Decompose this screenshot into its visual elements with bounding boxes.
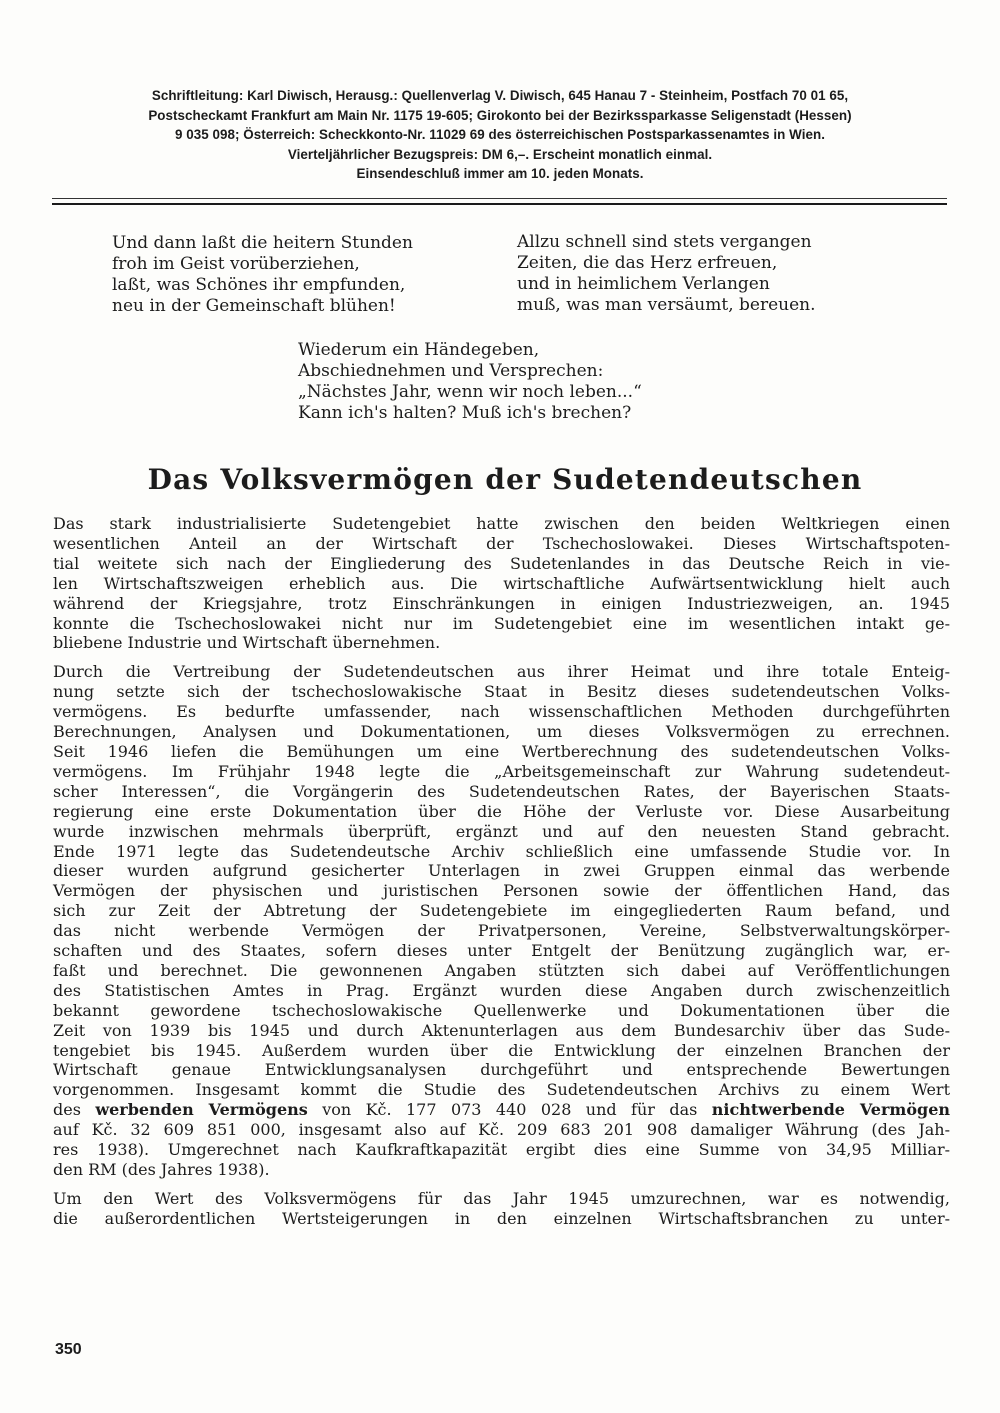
- text-line: Durch die Vertreibung der Sudetendeutschen aus ihrer Heimat und ihre totale Enteig-: [53, 662, 950, 682]
- paragraph-3: [53, 1189, 950, 1229]
- text-line: vermögens. Es bedurfte umfassender, nach wissenschaftlichen Methoden durchgeführten: [53, 702, 950, 722]
- text-line: vermögens. Im Frühjahr 1948 legte die „Arbeitsgemeinschaft zur Wahrung sudetendeut-: [53, 761, 950, 781]
- text-line: Zeit von 1939 bis 1945 und durch Aktenunterlagen aus dem Bundesarchiv über das Sude-: [53, 1020, 950, 1040]
- text-line: wesentlichen Anteil an der Wirtschaft der Tschechoslowakei. Dieses Wirtschaftspoten-: [53, 533, 950, 553]
- text-run: des: [53, 1100, 96, 1120]
- article-title: Das Volksvermögen der Sudetendeutschen: [147, 463, 863, 496]
- text-line: Um den Wert des Volksvermögens für das Jahr 1945 umzurechnen, war es notwendig,: [53, 1188, 950, 1208]
- page-number: 350: [55, 1341, 82, 1358]
- text-line: während der Kriegsjahre, trotz Einschränkungen in einigen Industriezweigen, an. 1945: [53, 593, 950, 613]
- poem-line: Zeiten, die das Herz erfreuen,: [517, 253, 778, 273]
- bold-term-werbendes-vermoegen: werbenden Vermögens: [95, 1100, 308, 1120]
- text-line: regierung eine erste Dokumentation über die Höhe der Verluste vor. Diese Ausarbeitung: [53, 801, 950, 821]
- text-line: tial weitete sich nach der Eingliederung des Sudetenlandes in das Deutsche Reich in vie-: [53, 553, 950, 573]
- paragraph-2: [53, 662, 950, 1180]
- masthead-line: Postscheckamt Frankfurt am Main Nr. 1175 19-605; Girokonto bei der Bezirkssparkasse Seligenstadt (Hessen): [148, 107, 852, 123]
- poem-line: Und dann laßt die heitern Stunden: [112, 233, 413, 253]
- poem-line: Wiederum ein Händegeben,: [298, 340, 540, 360]
- text-line: nung setzte sich der tschechoslowakische Staat in Besitz dieses sudetendeutschen Volks-: [53, 682, 950, 702]
- text-line: die außerordentlichen Wertsteigerungen in den einzelnen Wirtschaftsbranchen zu unter-: [53, 1208, 950, 1228]
- text-line: des Statistischen Amtes in Prag. Ergänzt wurden diese Angaben durch zwischenzeitlich: [53, 980, 950, 1000]
- text-line: scher Interessen“, die Vorgängerin des Sudetendeutschen Rates, der Bayerischen Staats-: [53, 781, 950, 801]
- text-line: bliebene Industrie und Wirtschaft übernehmen.: [53, 633, 441, 653]
- text-line: auf Kč. 32 609 851 000, insgesamt also auf Kč. 209 683 201 908 damaliger Währung (des Jah-: [53, 1120, 950, 1140]
- text-line: tengebiet bis 1945. Außerdem wurden über die Entwicklung der einzelnen Branchen der: [53, 1040, 950, 1060]
- text-line: faßt und berechnet. Die gewonnenen Angaben stützten sich dabei auf Veröffentlichungen: [53, 960, 950, 980]
- text-line: den RM (des Jahres 1938).: [53, 1160, 270, 1179]
- text-line: konnte die Tschechoslowakei nicht nur im Sudetengebiet eine im wesentlichen intakt ge-: [53, 613, 950, 633]
- text-line: Ende 1971 legte das Sudetendeutsche Archiv schließlich eine umfassende Studie vor. In: [53, 841, 950, 861]
- poem-stanza-center: [298, 340, 642, 424]
- poem-line: muß, was man versäumt, bereuen.: [517, 295, 816, 315]
- poem-line: neu in der Gemeinschaft blühen!: [112, 296, 396, 316]
- text-line: Das stark industrialisierte Sudetengebiet hatte zwischen den beiden Weltkriegen einen: [53, 514, 950, 533]
- poem-line: Kann ich's halten? Muß ich's brechen?: [298, 403, 632, 423]
- poem-line: Abschiednehmen und Versprechen:: [298, 361, 604, 381]
- article-body: [53, 514, 950, 1238]
- masthead-line: Vierteljährlicher Bezugspreis: DM 6,–. Erscheint monatlich einmal.: [287, 146, 713, 162]
- text-line: dieser wurden aufgrund gesicherter Unterlagen in zwei Gruppen einmal das werbende: [53, 861, 950, 881]
- poem-line: froh im Geist vorüberziehen,: [112, 254, 360, 274]
- text-line-with-bold: [53, 1100, 950, 1120]
- divider-thick: [52, 203, 947, 205]
- text-line: das nicht werbende Vermögen der Privatpersonen, Vereine, Selbstverwaltungskörper-: [53, 921, 950, 941]
- poem-stanza-left: [112, 233, 413, 317]
- text-line: len Wirtschaftszweigen erheblich aus. Die wirtschaftliche Aufwärtsentwicklung hielt auch: [53, 573, 950, 593]
- text-line: vorgenommen. Insgesamt kommt die Studie des Sudetendeutschen Archivs zu einem Wert: [53, 1080, 950, 1100]
- poem-line: „Nächstes Jahr, wenn wir noch leben...“: [298, 382, 642, 402]
- text-line: Berechnungen, Analysen und Dokumentationen, um dieses Volksvermögen zu errechnen.: [53, 722, 950, 742]
- masthead-imprint: [55, 86, 945, 184]
- masthead-line: 9 035 098; Österreich: Scheckkonto-Nr. 11029 69 des österreichischen Postsparkassenamtes in Wien.: [174, 127, 826, 143]
- poem-line: und in heimlichem Verlangen: [517, 274, 770, 294]
- text-line: wurde inzwischen mehrmals überprüft, ergänzt und auf den neuesten Stand gebracht.: [53, 821, 950, 841]
- poem-stanza-right: [517, 232, 816, 316]
- text-line: Seit 1946 liefen die Bemühungen um eine Wertberechnung des sudetendeutschen Volks-: [53, 741, 950, 761]
- text-line: res 1938). Umgerechnet nach Kaufkraftkapazität ergibt dies eine Summe von 34,95 Milliar-: [53, 1140, 950, 1160]
- bold-term-nichtwerbendes-vermoegen: nichtwerbende Vermögen: [711, 1100, 951, 1120]
- paragraph-1: [53, 514, 950, 653]
- divider-thin: [52, 198, 947, 199]
- text-line: bekannt gewordene tschechoslowakische Quellenwerke und Dokumentationen über die: [53, 1000, 950, 1020]
- text-line: Wirtschaft genaue Entwicklungsanalysen durchgeführt und entsprechende Bewertungen: [53, 1060, 950, 1080]
- poem-line: Allzu schnell sind stets vergangen: [517, 232, 812, 252]
- masthead-line: Schriftleitung: Karl Diwisch, Herausg.: Quellenverlag V. Diwisch, 645 Hanau 7 - Steinheim, Postfach 70 01 65,: [151, 88, 849, 103]
- text-line: sich zur Zeit der Abtretung der Sudetengebiete im eingegliederten Raum befand, und: [53, 901, 950, 921]
- text-line: Vermögen der physischen und juristischen Personen sowie der öffentlichen Hand, das: [53, 881, 950, 901]
- masthead-line: Einsendeschluß immer am 10. jeden Monats.: [356, 166, 644, 182]
- text-line: schaften und des Staates, sofern dieses unter Entgelt der Benützung zugänglich war, er-: [53, 941, 950, 961]
- poem-line: laßt, was Schönes ihr empfunden,: [112, 275, 406, 295]
- text-run: von Kč. 177 073 440 028 und für das: [307, 1100, 712, 1120]
